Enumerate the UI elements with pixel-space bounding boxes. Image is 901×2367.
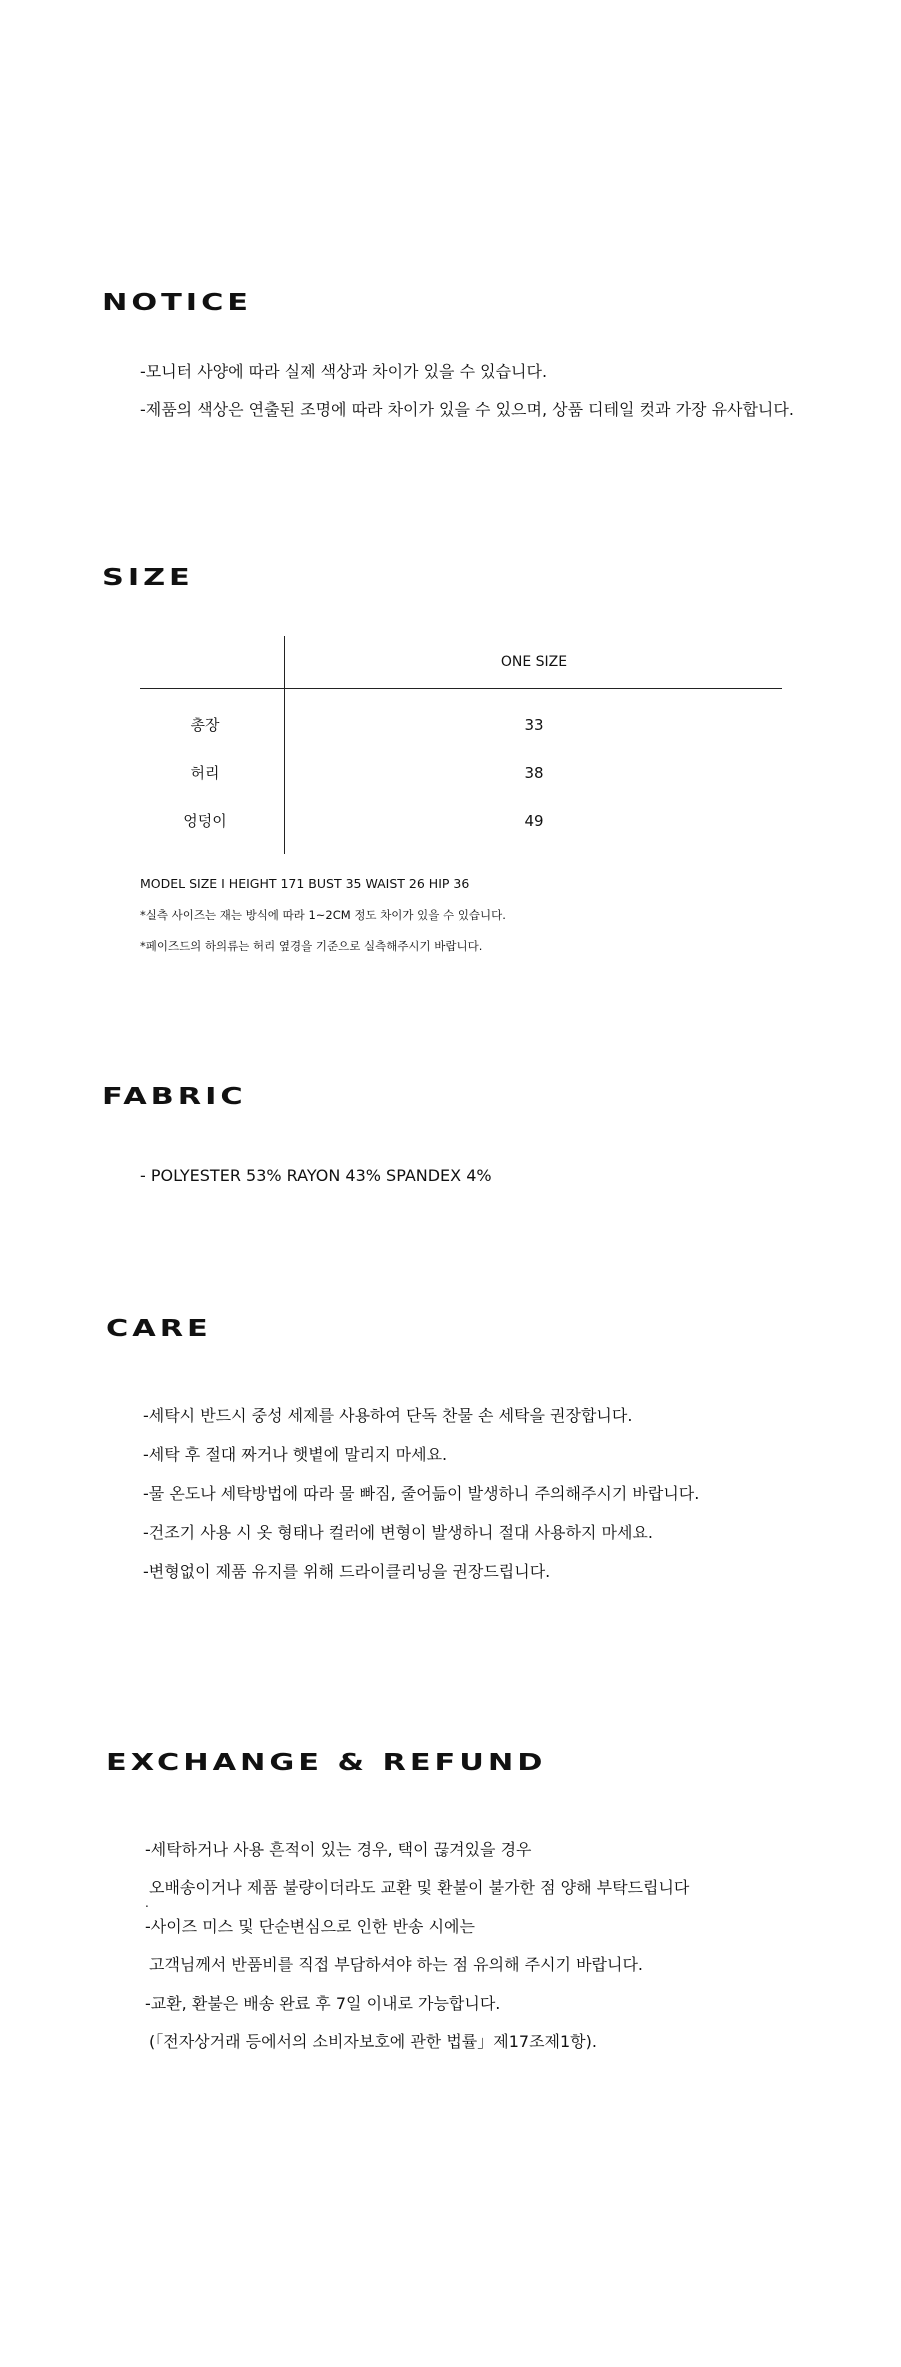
size-row-value: 33	[524, 716, 544, 734]
care-line: -세탁 후 절대 짜거나 햇볕에 말리지 마세요.	[143, 1445, 448, 1464]
size-row-label: 총장	[190, 716, 220, 734]
exchange-line: (「전자상거래 등에서의 소비자보호에 관한 법률」제17조제1항).	[149, 2032, 597, 2051]
care-line: -변형없이 제품 유지를 위해 드라이클리닝을 권장드립니다.	[143, 1562, 551, 1581]
size-note: *실측 사이즈는 재는 방식에 따라 1~2CM 정도 차이가 있을 수 있습니다.	[140, 908, 506, 922]
exchange-line: -사이즈 미스 및 단순변심으로 인한 반송 시에는	[145, 1917, 475, 1936]
care-line: -세탁시 반드시 중성 세제를 사용하여 단독 찬물 손 세탁을 권장합니다.	[143, 1406, 633, 1425]
care-line: -건조기 사용 시 옷 형태나 컬러에 변형이 발생하니 절대 사용하지 마세요.	[143, 1523, 653, 1542]
care-heading: CARE	[106, 1316, 212, 1342]
size-column-header: ONE SIZE	[500, 654, 568, 670]
size-row-value: 38	[524, 764, 544, 782]
notice-heading: NOTICE	[102, 290, 253, 316]
fabric-composition: - POLYESTER 53% RAYON 43% SPANDEX 4%	[140, 1166, 492, 1185]
size-row-label: 엉덩이	[183, 812, 227, 830]
size-row-label: 허리	[190, 764, 220, 782]
care-line: -물 온도나 세탁방법에 따라 물 빠짐, 줄어듦이 발생하니 주의해주시기 바랍니다.	[143, 1484, 700, 1503]
notice-line: -모니터 사양에 따라 실제 색상과 차이가 있을 수 있습니다.	[140, 362, 548, 381]
exchange-line: -교환, 환불은 배송 완료 후 7일 이내로 가능합니다.	[145, 1994, 501, 2013]
size-note: *페이즈드의 하의류는 허리 옆경을 기준으로 실측해주시기 바랍니다.	[140, 939, 483, 953]
model-size: MODEL SIZE I HEIGHT 171 BUST 35 WAIST 26 HIP 36	[140, 876, 470, 891]
exchange-line: 고객님께서 반품비를 직접 부담하셔야 하는 점 유의해 주시기 바랍니다.	[149, 1955, 643, 1974]
size-table-divider-vertical	[284, 636, 285, 854]
size-table-divider-horizontal	[140, 688, 782, 689]
notice-line: -제품의 색상은 연출된 조명에 따라 차이가 있을 수 있으며, 상품 디테일 컷과 가장 유사합니다.	[140, 400, 794, 419]
exchange-refund-heading: EXCHANGE & REFUND	[106, 1750, 547, 1776]
fabric-heading: FABRIC	[102, 1084, 247, 1110]
exchange-line: .	[145, 1896, 149, 1910]
size-heading: SIZE	[102, 565, 194, 591]
exchange-line: -세탁하거나 사용 흔적이 있는 경우, 택이 끊겨있을 경우	[145, 1840, 532, 1859]
exchange-line: 오배송이거나 제품 불량이더라도 교환 및 환불이 불가한 점 양해 부탁드립니다	[149, 1878, 690, 1897]
size-row-value: 49	[524, 812, 544, 830]
